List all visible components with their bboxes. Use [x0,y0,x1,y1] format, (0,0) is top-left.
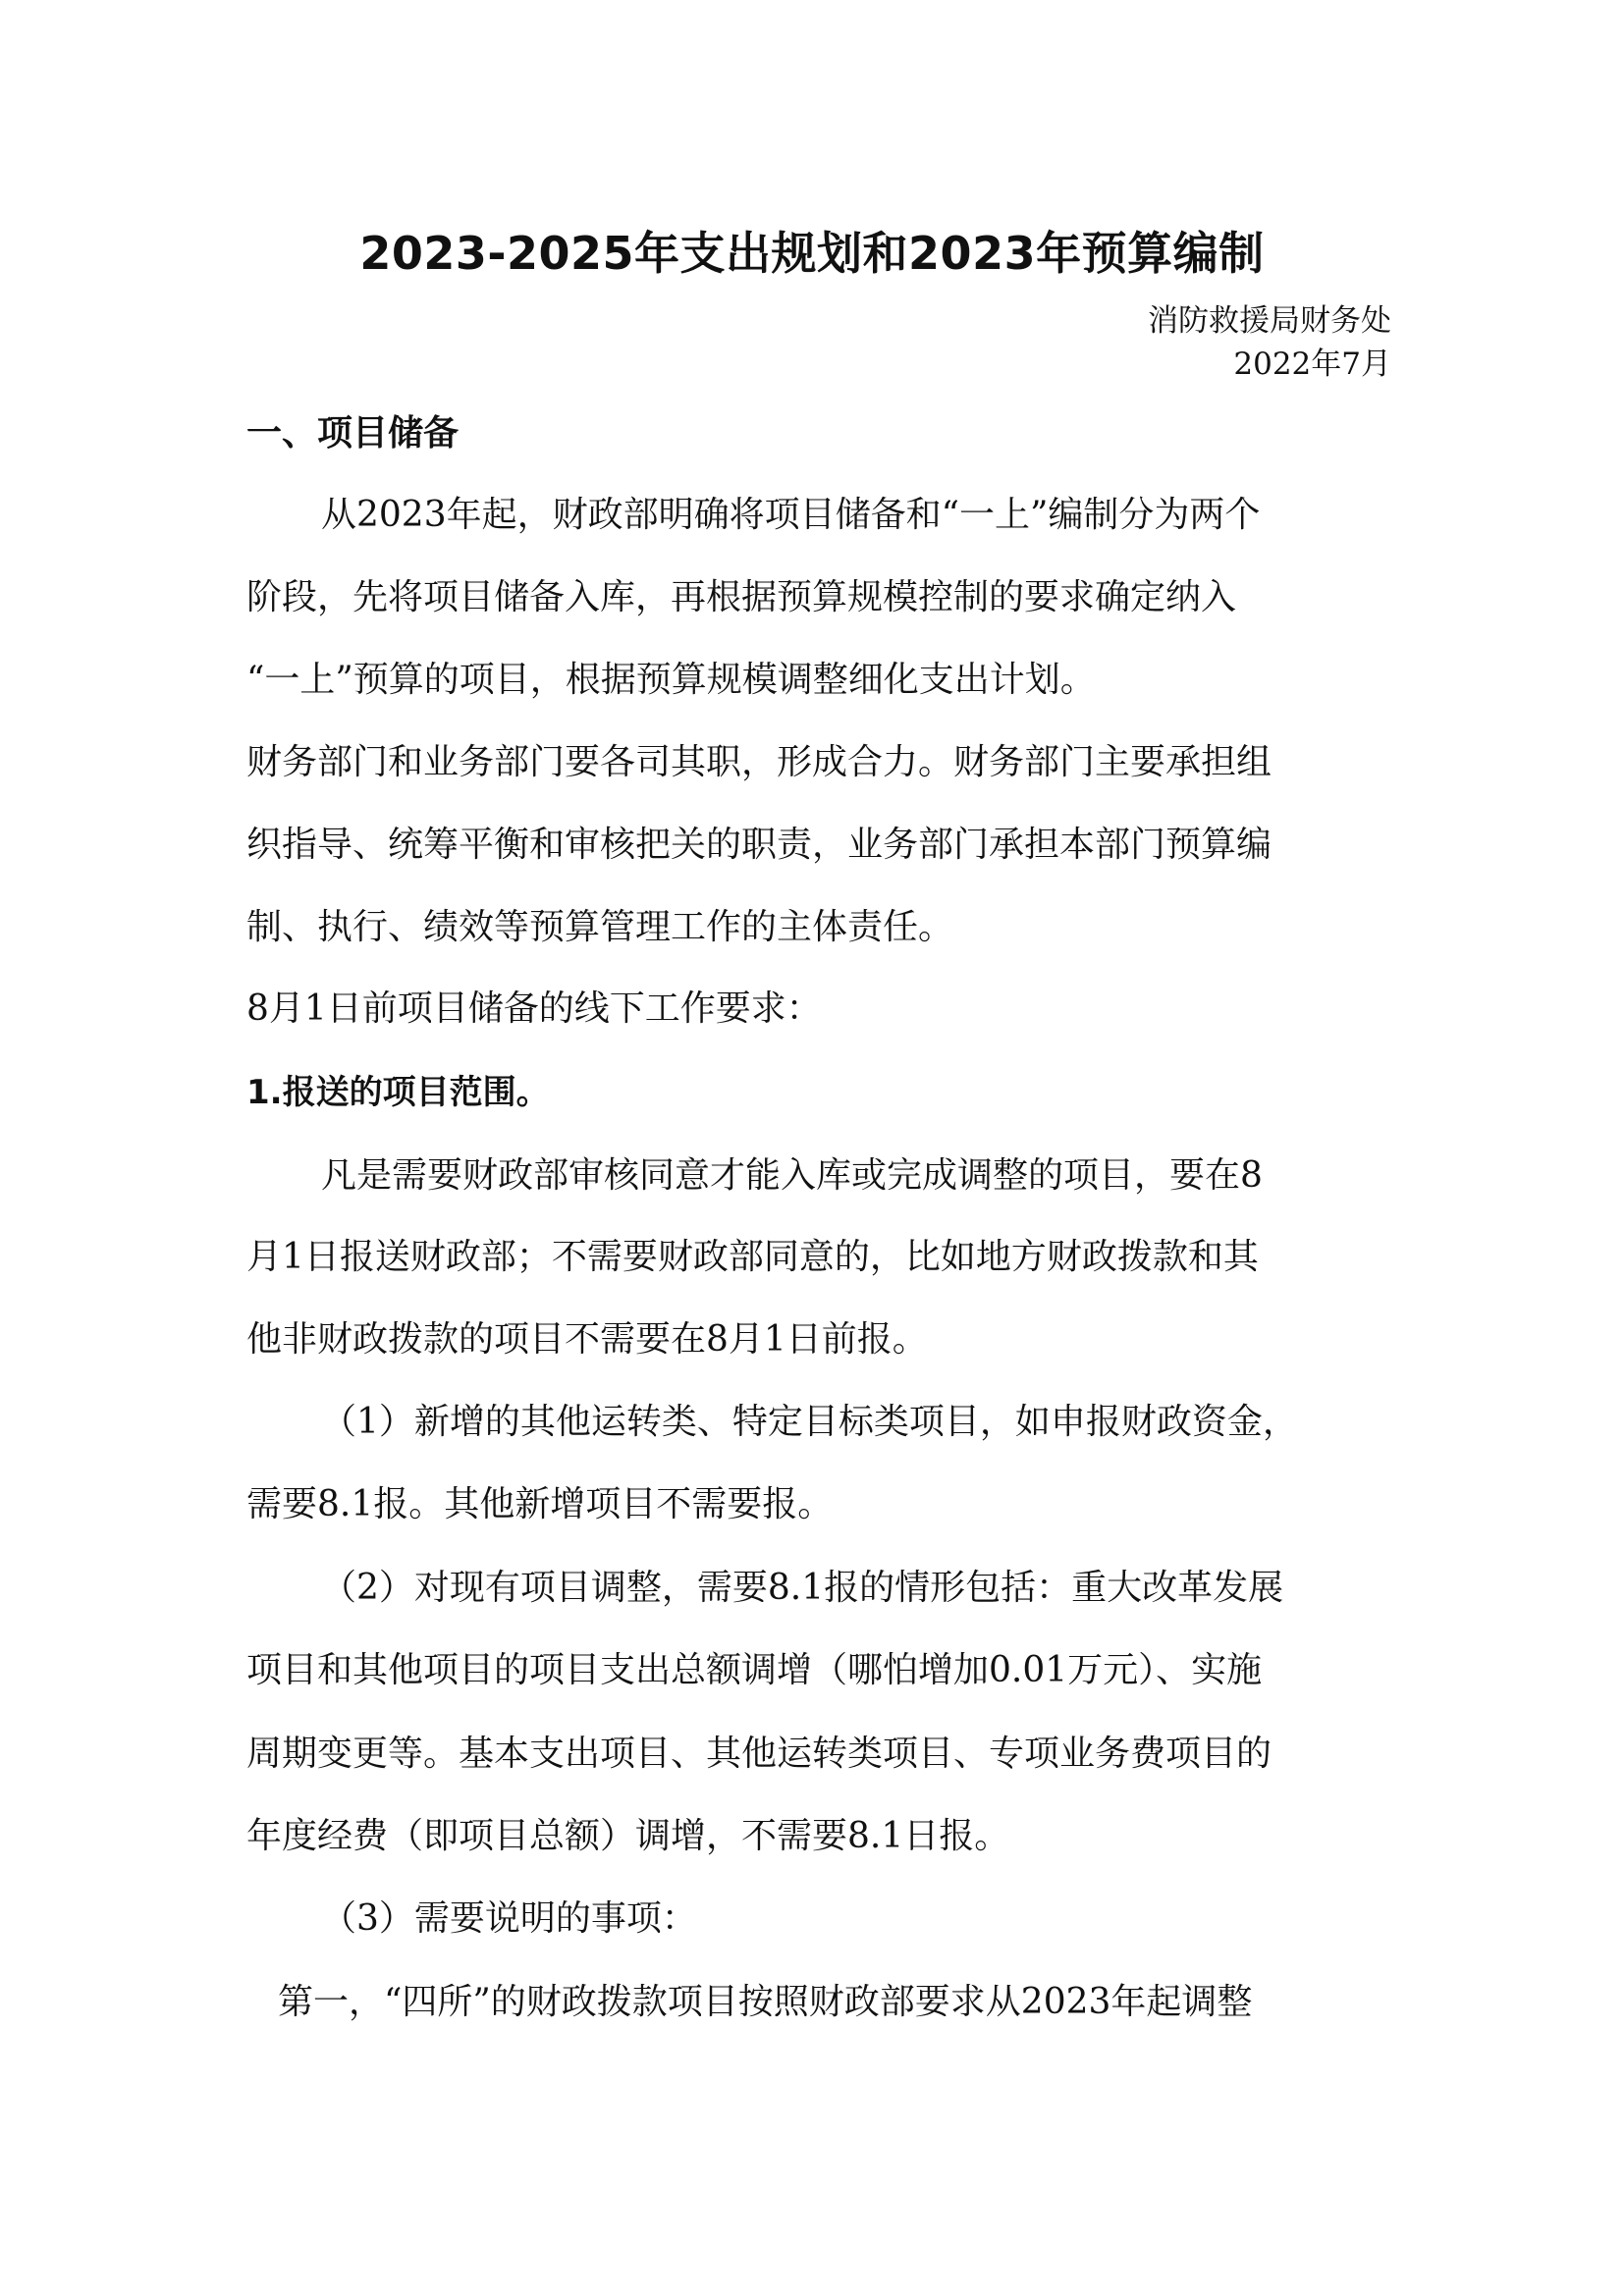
paragraph-line: “一上”预算的项目，根据预算规模调整细化支出计划。 [246,660,1096,700]
paragraph-line: 周期变更等。基本支出项目、其他运转类项目、专项业务费项目的 [246,1734,1272,1774]
issue-date: 2022年7月 [1233,347,1391,382]
paragraph-line: 他非财政拨款的项目不需要在8月1日前报。 [246,1319,928,1360]
paragraph-line: 8月1日前项目储备的线下工作要求： [246,988,822,1029]
paragraph-line: 年度经费（即项目总额）调增，不需要8.1日报。 [246,1816,1010,1856]
paragraph-line: 需要8.1报。其他新增项目不需要报。 [246,1484,834,1524]
paragraph-line: 阶段，先将项目储备入库，再根据预算规模控制的要求确定纳入 [246,577,1237,617]
document-title: 2023-2025年支出规划和2023年预算编制 [359,227,1265,280]
paragraph-line: （2）对现有项目调整，需要8.1报的情形包括：重大改革发展 [321,1568,1284,1608]
paragraph-line: 第一，“四所”的财政拨款项目按照财政部要求从2023年起调整 [278,1982,1253,2022]
paragraph-line: （3）需要说明的事项： [321,1898,697,1939]
paragraph-line: 从2023年起，财政部明确将项目储备和“一上”编制分为两个 [321,495,1261,535]
paragraph-line: 织指导、统筹平衡和审核把关的职责，业务部门承担本部门预算编 [246,825,1272,865]
paragraph-line: 项目和其他项目的项目支出总额调增（哪怕增加0.01万元）、实施 [246,1650,1263,1690]
paragraph-line: 制、执行、绩效等预算管理工作的主体责任。 [246,907,954,947]
section-heading: 一、项目储备 [246,413,460,454]
subsection-heading: 1.报送的项目范围。 [246,1073,550,1112]
issuing-department: 消防救援局财务处 [1148,303,1391,339]
paragraph-line: （1）新增的其他运转类、特定目标类项目，如申报财政资金， [321,1402,1298,1442]
paragraph-line: 月1日报送财政部；不需要财政部同意的，比如地方财政拨款和其 [246,1237,1259,1277]
paragraph-line: 财务部门和业务部门要各司其职，形成合力。财务部门主要承担组 [246,742,1272,782]
paragraph-line: 凡是需要财政部审核同意才能入库或完成调整的项目，要在8 [321,1155,1263,1196]
